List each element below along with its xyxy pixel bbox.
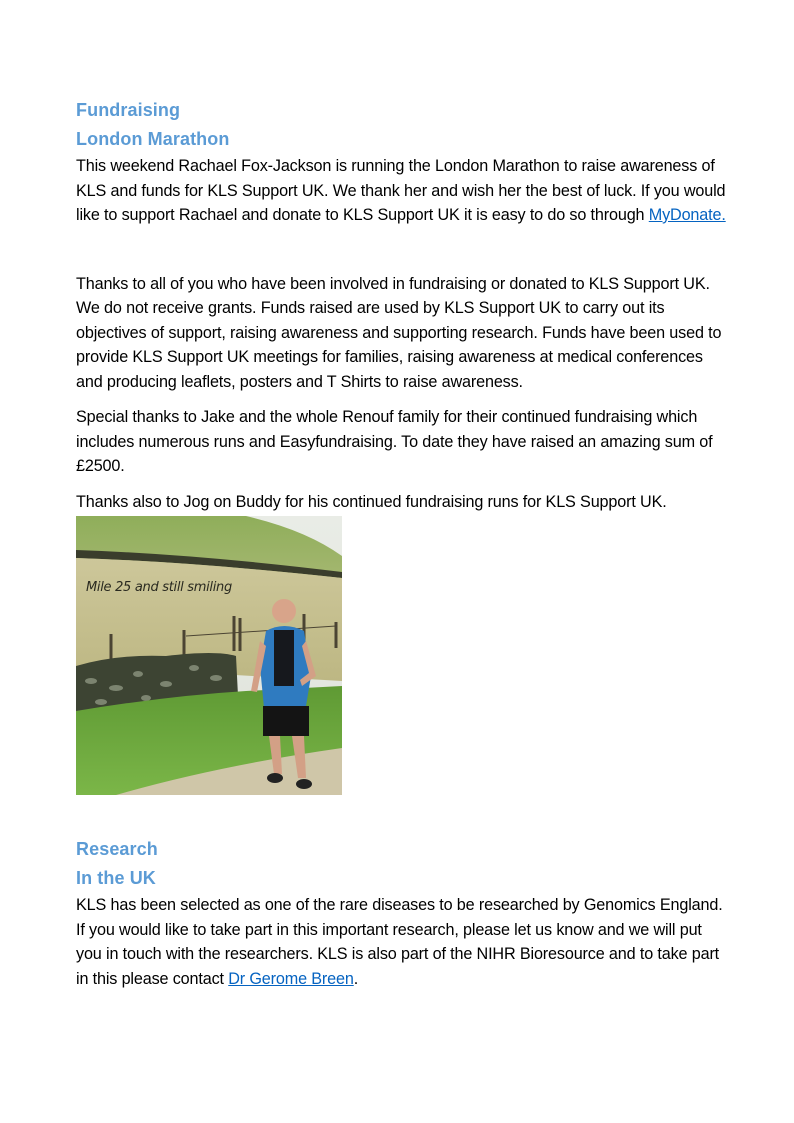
- mydonate-link[interactable]: MyDonate.: [648, 206, 726, 224]
- subheading-in-the-uk: In the UK: [76, 868, 156, 888]
- runner-photo-illustration: [76, 516, 342, 795]
- spacer: [76, 479, 726, 490]
- paragraph-renouf-family: Special thanks to Jake and the whole Renouf family for their continued fundraising which includes numerous runs and Easyfundraising. To date they have raised an amazing sum of £2500.: [76, 408, 713, 475]
- gerome-breen-link[interactable]: Dr Gerome Breen: [228, 969, 354, 988]
- document-page: [76, 96, 726, 991]
- subheading-london-marathon: London Marathon: [76, 129, 230, 149]
- paragraph-jog-on-buddy: Thanks also to Jog on Buddy for his continued fundraising runs for KLS Support UK.: [76, 492, 667, 511]
- paragraph-text: This weekend Rachael Fox-Jackson is running the London Marathon to raise awareness of KLS and funds for KLS Support UK. We thank her and wish her the best of luck. If you would like to support Rachael and donate to KLS Support UK it is easy to do so through: [76, 157, 726, 224]
- paragraph-research: [76, 893, 726, 991]
- section-heading-research: Research: [76, 839, 158, 859]
- paragraph-thanks-donors: Thanks to all of you who have been involved in fundraising or donated to KLS Support UK. We do not receive grants. Funds raised are used by KLS Support UK to carry out its objectives of support, raising awareness and supporting research. Funds have been used to provide KLS Support UK meetings for families, raising awareness at medical conferences and producing leaflets, posters and T Shirts to raise awareness.: [76, 274, 722, 391]
- spacer: [76, 228, 726, 272]
- paragraph-text: KLS has been selected as one of the rare diseases to be researched by Genomics England. If you would like to take part in this important research, please let us know and we will put you in touch with the researchers. KLS is also part of the NIHR Bioresource and to take part in this please contact: [76, 896, 723, 988]
- research-section: [76, 835, 726, 991]
- paragraph-end: .: [353, 969, 359, 988]
- paragraph-london-marathon: [76, 154, 726, 228]
- runner-photo: [76, 516, 342, 795]
- section-heading-fundraising: Fundraising: [76, 100, 181, 120]
- photo-caption: Mile 25 and still smiling: [86, 580, 232, 595]
- spacer: [76, 394, 726, 405]
